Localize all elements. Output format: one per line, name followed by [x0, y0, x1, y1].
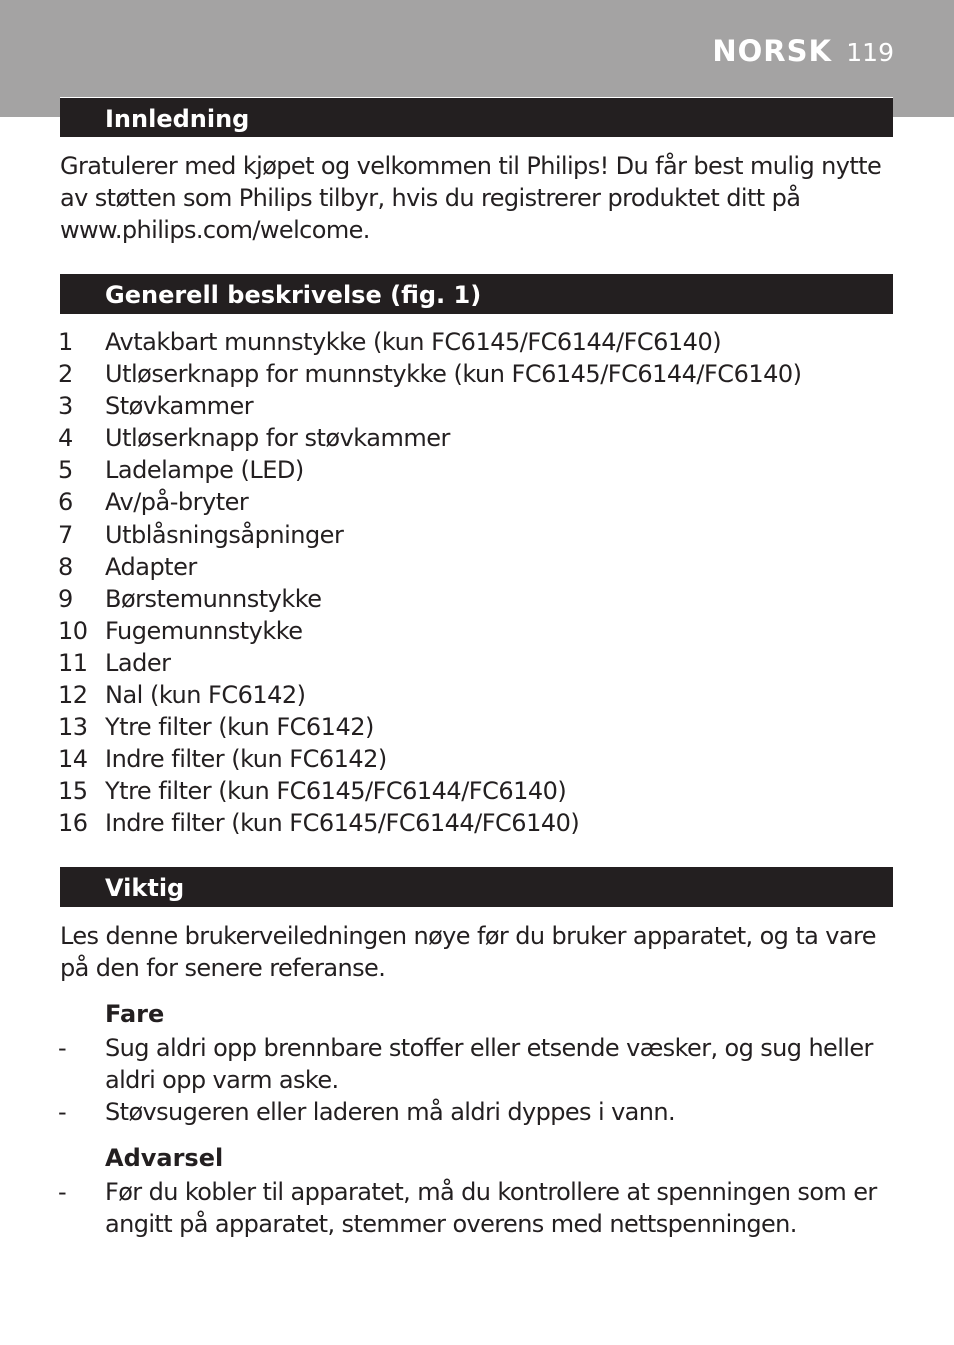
item-number: 4 [58, 424, 73, 453]
item-number: 6 [58, 488, 73, 517]
bullet-dash: - [58, 1034, 67, 1062]
item-number: 8 [58, 552, 73, 581]
item-text: Ytre filter (kun FC6145/FC6144/FC6140) [105, 777, 567, 806]
important-paragraph: Les denne brukerveiledningen nøye før du bruker apparatet, og ta vare på den for senere referanse. [60, 922, 876, 982]
bullet-dash: - [58, 1098, 67, 1126]
danger-item-text: Støvsugeren eller laderen må aldri dyppes i vann. [105, 1098, 676, 1126]
bullet-dash: - [58, 1178, 67, 1206]
item-text: Indre filter (kun FC6145/FC6144/FC6140) [105, 809, 580, 838]
warning-item-text: Før du kobler til apparatet, må du kontrollere at spenningen som er angitt på apparatet, stemmer overens med nettspenningen. [105, 1178, 877, 1238]
warning-heading: Advarsel [105, 1144, 224, 1172]
item-text: Indre filter (kun FC6142) [105, 745, 387, 774]
item-number: 13 [58, 713, 88, 742]
item-text: Fugemunnstykke [105, 616, 303, 645]
item-number: 10 [58, 616, 88, 645]
section-heading-important: Viktig [60, 867, 893, 907]
intro-paragraph: Gratulerer med kjøpet og velkommen til Philips! Du får best mulig nytte av støtten som Philips tilbyr, hvis du registrerer produktet ditt på www.philips.com/welcome. [60, 152, 882, 244]
item-text: Ladelampe (LED) [105, 456, 304, 485]
item-number: 11 [58, 648, 88, 677]
item-text: Nal (kun FC6142) [105, 681, 306, 710]
language-label: NORSK [712, 34, 832, 68]
danger-item-text: Sug aldri opp brennbare stoffer eller etsende væsker, og sug heller aldri opp varm aske. [105, 1034, 873, 1094]
item-number: 9 [58, 584, 73, 613]
item-text: Utløserknapp for støvkammer [105, 424, 450, 453]
item-text: Børstemunnstykke [105, 584, 322, 613]
item-text: Støvkammer [105, 392, 254, 421]
item-number: 15 [58, 777, 88, 806]
item-text: Utblåsningsåpninger [105, 520, 344, 549]
warning-item [58, 1176, 898, 1240]
item-number: 1 [58, 328, 73, 356]
item-text: Avtakbart munnstykke (kun FC6145/FC6144/FC6140) [105, 328, 722, 356]
item-number: 2 [58, 360, 73, 389]
danger-heading: Fare [105, 1000, 165, 1028]
item-number: 7 [58, 520, 73, 549]
item-number: 3 [58, 392, 73, 421]
item-text: Lader [105, 648, 171, 677]
item-text: Utløserknapp for munnstykke (kun FC6145/FC6144/FC6140) [105, 360, 802, 389]
item-number: 16 [58, 809, 88, 838]
item-text: Ytre filter (kun FC6142) [105, 713, 374, 742]
item-text: Av/på-bryter [105, 488, 249, 517]
section-heading-description: Generell beskrivelse (fig. 1) [60, 274, 893, 314]
section-heading-intro: Innledning [60, 97, 893, 137]
item-number: 14 [58, 745, 88, 774]
danger-item [58, 1096, 898, 1128]
item-number: 12 [58, 681, 88, 710]
item-text: Adapter [105, 552, 197, 581]
item-number: 5 [58, 456, 73, 485]
page-number: 119 [846, 38, 894, 67]
danger-item [58, 1032, 898, 1096]
